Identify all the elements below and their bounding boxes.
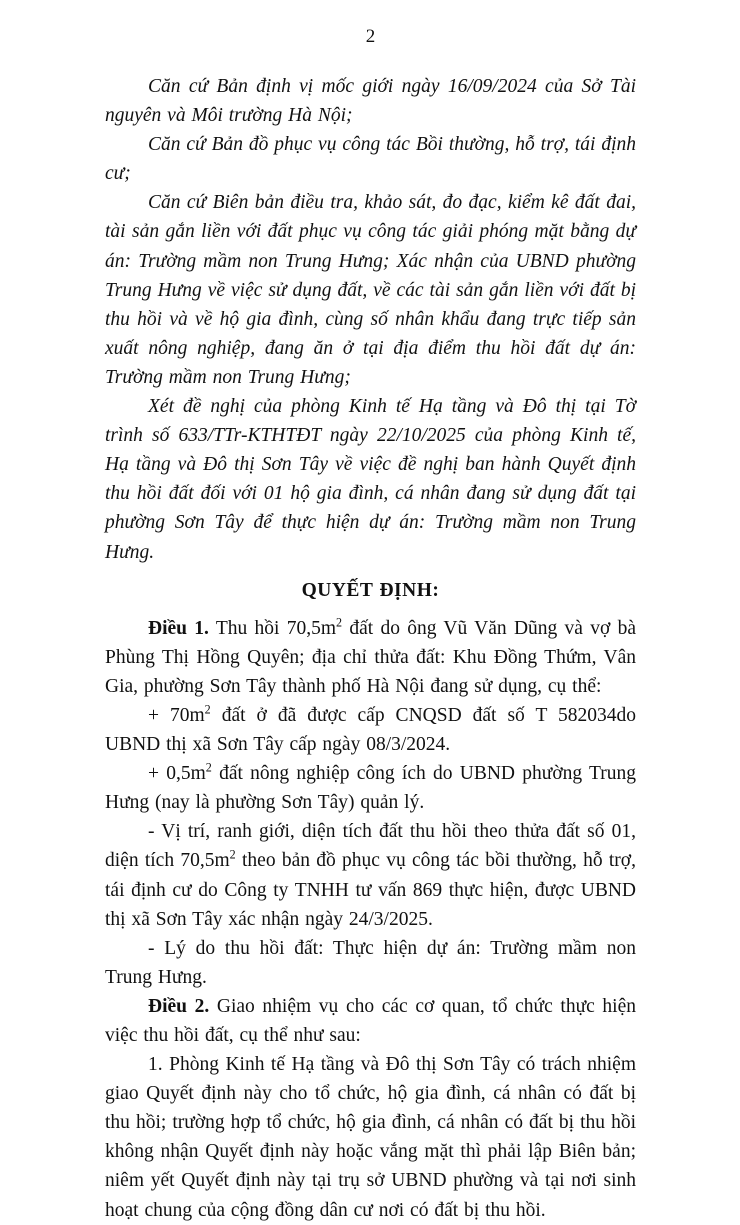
paragraph-vi-tri-ranh-gioi xyxy=(105,817,636,933)
text-run: QUYẾT ĐỊNH: xyxy=(301,579,440,601)
text-run: Căn cứ Bản định vị mốc giới ngày 16/09/2024 của Sở Tài nguyên và Môi trường Hà Nội; xyxy=(105,76,636,127)
text-run: Điều 2. xyxy=(148,995,210,1017)
paragraph-can-cu-bien-ban xyxy=(105,188,636,392)
page-number: 2 xyxy=(365,26,376,47)
document-body xyxy=(105,72,636,1225)
paragraph-dieu-1 xyxy=(105,614,636,701)
text-run: 1. Phòng Kinh tế Hạ tầng và Đô thị Sơn Tây có trách nhiệm giao Quyết định này cho tổ chức, hộ gia đình, cá nhân có đất bị thu hồi; trường hợp tổ chức, hộ gia đình, cá nhân có đất bị thu hồi không nhận Quyết định này hoặc vắng mặt thì phải lập Biên bản; niêm yết Quyết định này tại trụ sở UBND phường và tại nơi sinh hoạt chung của cộng đồng dân cư nơi có đất bị thu hồi. xyxy=(105,1054,636,1221)
paragraph-ly-do xyxy=(105,934,636,992)
text-run: 2 xyxy=(204,702,211,717)
paragraph-can-cu-ban-dinh-vi xyxy=(105,72,636,130)
paragraph-dieu-2 xyxy=(105,992,636,1050)
text-run: - Lý do thu hồi đất: Thực hiện dự án: Trường mầm non Trung Hưng. xyxy=(105,937,636,988)
paragraph-can-cu-ban-do xyxy=(105,130,636,188)
paragraph-xet-de-nghi xyxy=(105,392,636,567)
text-run: + 0,5m xyxy=(148,763,206,785)
paragraph-phong-kinh-te xyxy=(105,1050,636,1225)
text-run: đất ở đã được cấp CNQSD đất số T 582034do UBND thị xã Sơn Tây cấp ngày 08/3/2024. xyxy=(105,704,636,756)
text-run: Xét đề nghị của phòng Kinh tế Hạ tầng và Đô thị tại Tờ trình số 633/TTr-KTHTĐT ngày 22/10/2025 của phòng Kinh tế, Hạ tầng và Đô thị Sơn Tây về việc đề nghị ban hành Quyết định thu hồi đất đối với 01 hộ gia đình, cá nhân đang sử dụng đất tại phường Sơn Tây để thực hiện dự án: Trường mầm non Trung Hưng. xyxy=(105,396,636,563)
text-run: Điều 1. xyxy=(148,617,209,639)
paragraph-dat-nong-nghiep xyxy=(105,759,636,817)
text-run: Thu hồi 70,5m xyxy=(208,617,337,639)
text-run: + 70m xyxy=(148,704,205,726)
text-run: 2 xyxy=(229,847,236,862)
text-run: 2 xyxy=(336,615,343,630)
paragraph-dat-o xyxy=(105,701,636,759)
text-run: 2 xyxy=(205,760,212,775)
text-run: Căn cứ Bản đồ phục vụ công tác Bồi thường, hỗ trợ, tái định cư; xyxy=(105,134,636,185)
decision-heading xyxy=(105,576,636,605)
text-run: theo bản đồ phục vụ công tác bồi thường, hỗ trợ, tái định cư do Công ty TNHH tư vấn 869 thực hiện, được UBND thị xã Sơn Tây xác nhận ngày 24/3/2025. xyxy=(105,850,636,930)
text-run: - Vị trí, ranh giới, diện tích đất thu hồi theo thửa đất số 01, diện tích 70,5m xyxy=(105,821,636,872)
text-run: đất do ông Vũ Văn Dũng và vợ bà Phùng Thị Hồng Quyên; địa chỉ thửa đất: Khu Đồng Thứm, Vân Gia, phường Sơn Tây thành phố Hà Nội đang sử dụng, cụ thể: xyxy=(105,617,636,697)
text-run: Giao nhiệm vụ cho các cơ quan, tổ chức thực hiện việc thu hồi đất, cụ thể như sau: xyxy=(105,995,636,1046)
text-run: đất nông nghiệp công ích do UBND phường Trung Hưng (nay là phường Sơn Tây) quản lý. xyxy=(105,763,636,814)
text-run: Căn cứ Biên bản điều tra, khảo sát, đo đạc, kiểm kê đất đai, tài sản gắn liền với đất phục vụ công tác giải phóng mặt bằng dự án: Trường mầm non Trung Hưng; Xác nhận của UBND phường Trung Hưng về việc sử dụng đất, về các tài sản gắn liền với đất bị thu hồi và về hộ gia đình, cùng số nhân khẩu đang trực tiếp sản xuất nông nghiệp, đang ăn ở tại địa điểm thu hồi đất dự án: Trường mầm non Trung Hưng; xyxy=(105,192,636,388)
